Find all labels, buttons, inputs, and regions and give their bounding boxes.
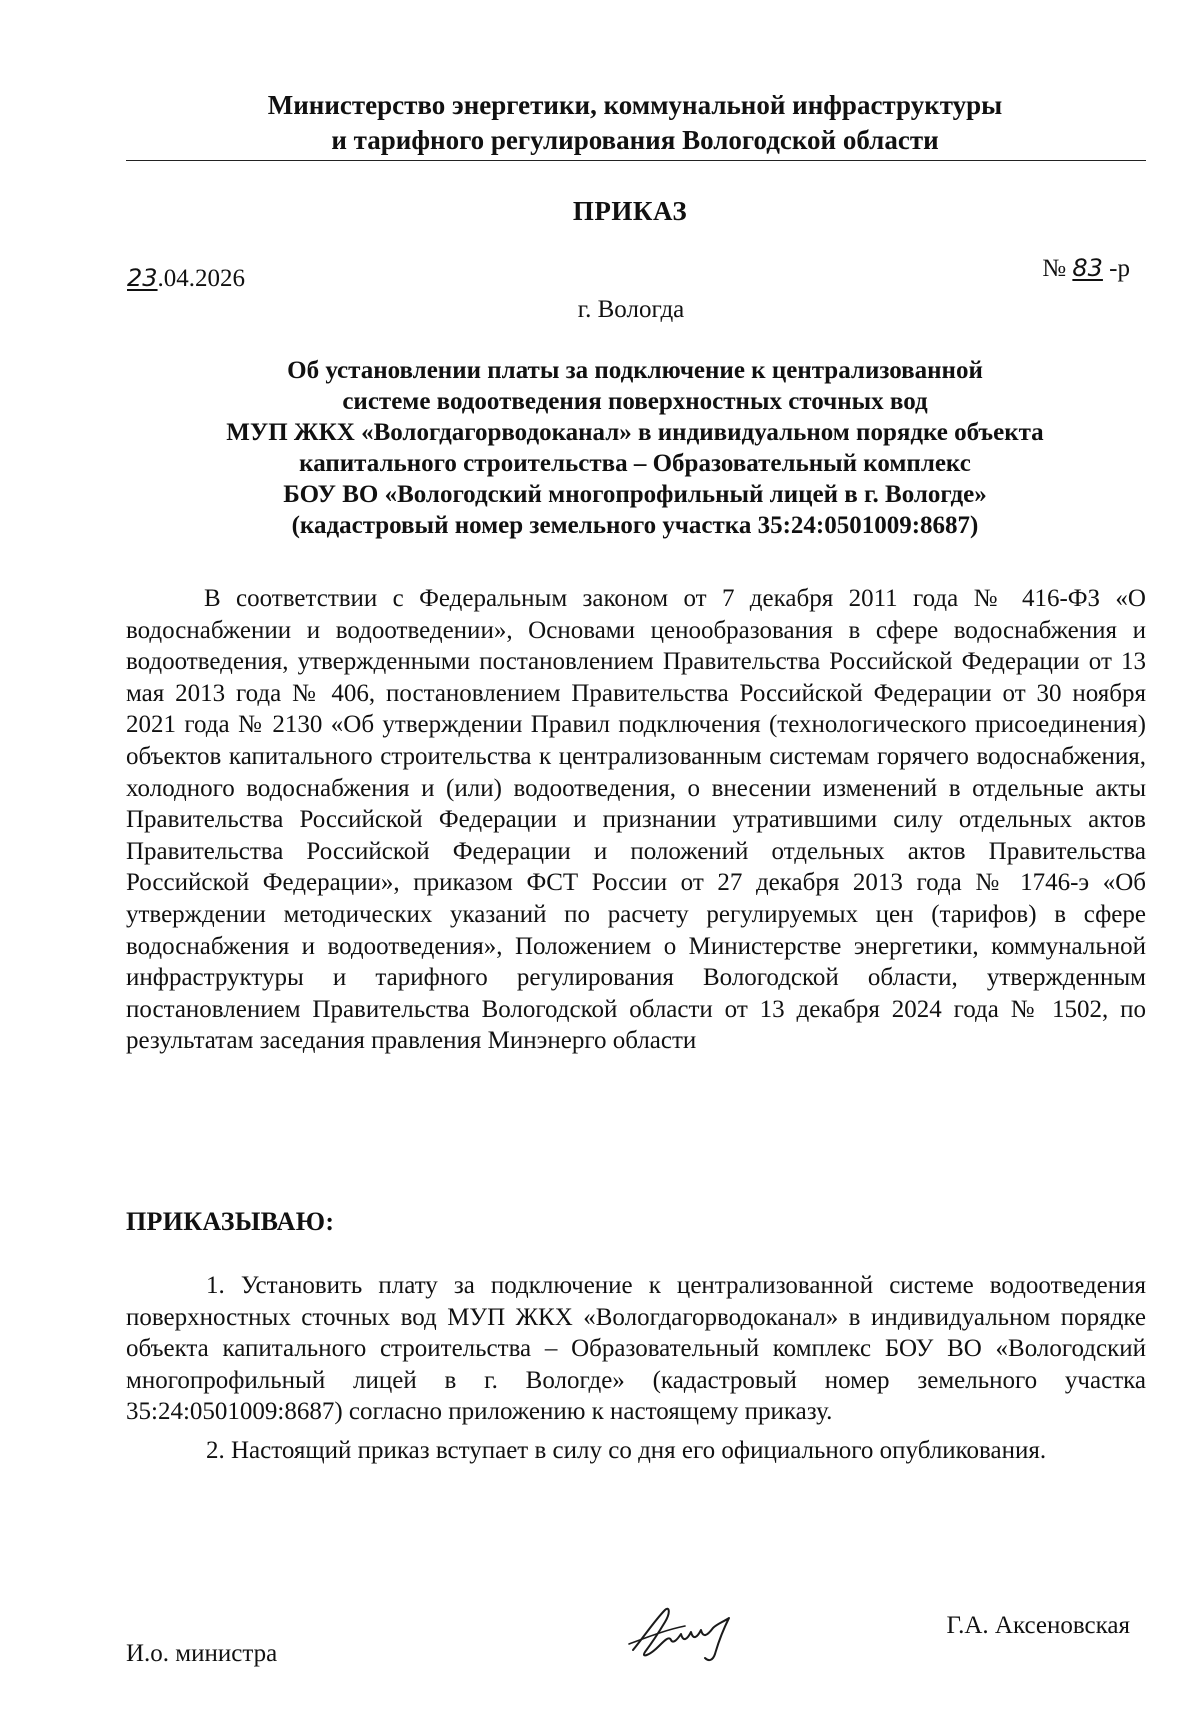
preamble-paragraph: В соответствии с Федеральным законом от 7 декабря 2011 года № 416-ФЗ «О водоснабжении и водоотведении», Основами ценообразования в сфере водоснабжения и водоотведения, утвержденными постановлением Правительства Российской Федерации от 13 мая 2013 года № 406, постановлением Правительства Российской Федерации от 30 ноября 2021 года № 2130 «Об утверждении Правил подключения (технологического присоединения) объектов капитального строительства к централизованным системам горячего водоснабжения, холодного водоснабжения и (или) водоотведения, о внесении изменений в отдельные акты Правительства Российской Федерации и признании утратившими силу отдельных актов Правительства Российской Федерации и положений отдельных актов Правительства Российской Федерации», приказом ФСТ России от 27 декабря 2013 года № 1746-э «Об утверждении методических указаний по расчету регулируемых цен (тарифов) в сфере водоснабжения и водоотведения», Положением о Министерстве энергетики, коммунальной инфраструктуры и тарифного регулирования Вологодской области, утвержденным постановлением Правительства Вологодской области от 13 декабря 2024 года № 1502, по результатам заседания правления Минэнерго области — [126, 585, 1146, 1055]
subject-line-4: капитального строительства – Образовательный комплекс — [299, 450, 971, 477]
number-suffix: -р — [1109, 255, 1130, 282]
number-sign: № — [1042, 255, 1067, 282]
number-handwritten: 83 — [1072, 254, 1103, 282]
subject-line-6: (кадастровый номер земельного участка 35:24:0501009:8687) — [291, 512, 979, 539]
document-number — [1042, 254, 1130, 283]
ministry-name-line-1: Министерство энергетики, коммунальной инфраструктуры — [267, 90, 1003, 120]
handwritten-signature-image — [625, 1600, 765, 1670]
signer-role: И.о. министра — [126, 1640, 278, 1667]
subject-line-2: системе водоотведения поверхностных сточных вод — [342, 388, 928, 415]
document-date — [127, 264, 245, 293]
order-item-2: 2. Настоящий приказ вступает в силу со дня его официального опубликования. — [206, 1437, 1047, 1464]
order-directive: ПРИКАЗЫВАЮ: — [126, 1207, 335, 1236]
subject-line-1: Об установлении платы за подключение к централизованной — [287, 357, 983, 384]
document-type-title: ПРИКАЗ — [572, 196, 688, 226]
order-item-1: 1. Установить плату за подключение к централизованной системе водоотведения поверхностных сточных вод МУП ЖКХ «Вологдагорводоканал» в индивидуальном порядке объекта капитального строительства – Образовательный комплекс БОУ ВО «Вологодский многопрофильный лицей в г. Вологде» (кадастровый номер земельного участка 35:24:0501009:8687) согласно приложению к настоящему приказу. — [126, 1272, 1146, 1426]
document-subject — [130, 355, 1140, 541]
subject-line-3: МУП ЖКХ «Вологдагорводоканал» в индивидуальном порядке объекта — [226, 419, 1044, 446]
ministry-header — [125, 88, 1145, 158]
ministry-name-line-2: и тарифного регулирования Вологодской области — [331, 125, 939, 155]
date-day-handwritten: 23 — [127, 264, 158, 292]
signer-name: Г.А. Аксеновская — [946, 1612, 1130, 1639]
date-month-year: .04.2026 — [157, 265, 246, 292]
header-divider — [126, 160, 1146, 161]
subject-line-5: БОУ ВО «Вологодский многопрофильный лицей в г. Вологде» — [283, 481, 987, 508]
document-city: г. Вологда — [577, 296, 685, 323]
